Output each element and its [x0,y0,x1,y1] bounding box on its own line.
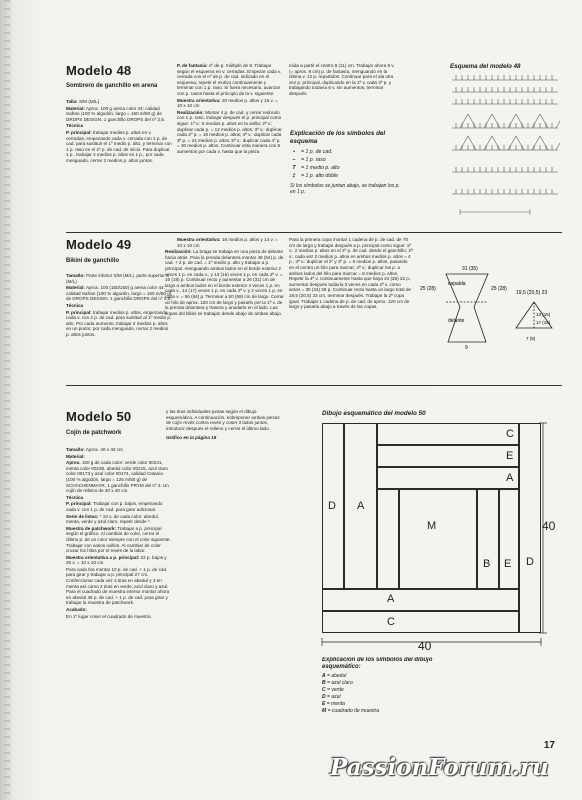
page-number: 17 [543,740,555,751]
m50-p8 [66,555,172,566]
model-50-col1 [66,447,172,729]
m50-h-aprox: Aprox. [66,460,81,466]
patch-label-a-top: A [506,472,514,484]
m49-bikini-schematic [418,262,560,354]
m50-h-tecnica: Técnica [66,494,84,500]
legend-row-cad [290,148,402,156]
m50-legend-title: Explicación de los símbolos del dibujo esquemático: [322,657,433,670]
m48-c2-p2 [177,98,283,109]
m50-t-muestra: 22 p. bajos y 25 v. = 10 x 10 cm. [66,554,167,566]
dim-cup-h: 19,5 (20,5) 23 [516,290,548,296]
patch-label-m: M [427,520,437,532]
m48-t-fantasia: nº de p. múltiplo de 8. Trabajar según el esquema en v. cerradas. Empezar cada v. cerrada con el nº de p. de cad. indicado en el esquema, repetir el motivo continuamente y terminar con 1 p. raso. Si fuera necesario, avanzar con p. rasos hasta el principio de la v. siguiente. [177,63,282,96]
divider-49-50 [66,385,562,386]
model-49-col1 [66,273,172,379]
m48-chart-title: Esquema del modelo 48 [450,63,521,70]
model-49-title: Modelo 49 [66,237,132,252]
label-delante: delante [448,318,465,324]
legend-row-medio [290,164,402,172]
m48-p1 [66,99,172,105]
m48-p2 [66,106,172,123]
m50-h-patchwork: Muestra de patchwork: [66,525,117,531]
m50-h-muestra: Muestra orientativa a p. principal: [66,554,140,560]
m48-t-realizacion: Montar 4 p. de cad. y cerrar redondo con 1 p. raso, trabajar después el p. principal como sigue: 1ª v.: 6 medios p. altos en la anilla; 2ª v.: duplicar cada p. = 12 medios p. altos; 3ª v.: duplicar cada 2º p. = 18 medios p. altos; 4ª v.: duplicar cada 3ª p. = 24 medios p. altos; 5ª v.: duplicar cada 4º p. = 30 medios p. altos. Continuar esta manera con 6 aumentos por cada v. hasta que la pieza [177,109,282,154]
m49-c2-p2 [165,249,284,316]
fan-motif [556,114,560,128]
dim-top-braga: 31 (35) [462,266,478,272]
m48-h-principal: P. principal: [66,129,92,135]
legend-row-doble [290,172,402,180]
m48-t-principal: trabajar medios p. altos en v. cerradas, empezando cada v. cerrada con 2 p. de cad. para sustituir el 1º medio p. alto, y terminar con 1 p. raso en el 2º p. de cad. de inicio. Para duplicar 1 p., trabajar 2 medios p. altos en 1 p., por cada menguado, cerrar 2 medios p. altos juntos. [66,129,172,163]
dim-left-h: 25 (28) [420,286,436,292]
m49-t-tamano: Parte inferior S/M (M/L), parte superior S (M/L) [66,273,170,284]
m50-dim-right: 40 [542,519,556,533]
patch-label-c-bottom: C [387,616,395,628]
m48-t-muestra: 20 medios p. altos y 15 v. = 10 x 10 cm [177,97,278,109]
model-48-title: Modelo 48 [66,63,132,78]
m50-legend [322,657,462,737]
model-50-subtitle: Cojín de patchwork [66,430,122,436]
m50-p2 [66,454,172,460]
m50-graph-note: Gráfico en la página 18 [166,435,217,441]
m50-dim-bottom: 40 [418,639,432,653]
m48-stitch-chart [450,72,560,220]
m50-t-patchwork: Trabajar a p. principal según el gráfico. Al cambiar de color, cerrar el último p. de un color siempre con el color siguiente. Trabajar con varios ovillos. Al cambiar de color cruzar los hilos por el revés de la labor. [66,525,171,554]
m50-h-tamano: Tamaño: [66,447,85,452]
m50-legend-c: C = verde [322,687,344,693]
model-48-subtitle: Sombrero de ganchillo en arena [66,83,158,89]
m50-legend-b: B = azul claro [322,680,353,686]
m50-t-tiras: Para cada tira montar 10 p. de cad. + 1 p. de cad. para girar y trabajar a p. principal 27 cm. Confeccionar cada vez 3 tiras en abedul y 3 en menta así como 2 tiras en verde, azul claro y azul. Para el cuadrado de muestra interior montar ahora en abedul 36 p. de cad. + 1 p. de cad. para girar y trabajar la muestra de patchwork. [66,566,170,606]
m48-p3 [66,123,172,129]
m48-t-talla: S/M (M/L) [78,99,100,104]
m48-h-material: Material: [66,105,85,111]
model-48-legend [290,130,402,230]
m50-p6 [66,514,172,525]
m50-p9 [66,567,172,606]
m49-h-muestra: Muestra orientativa: [177,237,221,242]
model-49-col2 [165,237,284,377]
half-double-symbol-icon: T [292,165,296,171]
legend-label-raso: = 1 p. raso [301,157,326,163]
m48-t-material: Aprox. 100 g arena color 44: calidad Safran (100 % algodón, largo = 160 m/50 g) de DROPS DESIGN. 1 ganchillo DROPS del nº 2,5. [66,105,166,122]
m48-t-col3: mida a partir el centro 9 (11) cm. Trabajar ahora 9 v. (= aprox. 8 cm) p. de fantasía, menguando en la última v. 12 p. repartidos. Continuar para el ala otra vez p. principal, duplicando en la 1ª v. cada 3ª p. y trabajando todavía 6 v. sin aumentos, terminar después. [289,63,395,96]
legend-row-raso [290,156,402,164]
m50-t-tamano: Aprox. 40 x 40 cm [85,447,123,452]
legend-label-cad: = 1 p. de cad. [301,149,333,155]
m50-p10 [66,607,172,613]
m49-h-tamano: Tamaño: [66,273,85,278]
m50-dimension-lines [315,420,565,660]
m49-p4 [66,310,172,338]
m49-p2 [66,285,172,302]
model-48-col3 [289,63,397,125]
m49-t-muestra: 18 medios p. altos y 14 v. = 10 x 10 cm [177,237,278,248]
divider-48-49 [66,232,562,233]
patch-label-d-right: D [526,556,534,568]
m48-legend-note: Si los símbolos se juntan abajo, se trabajan los p. en 1 p. [290,183,400,195]
m48-p4 [66,130,172,164]
m49-t-principal: trabajar medios p. altos, empezando cada v. con 2 p. de cad. para sustituir al 1º medio p. alto. Por cada aumento, trabajar 2 medios p. altos en un punto; por cada menguado, cerrar 2 medios p. altos juntos. [66,309,172,337]
model-50-col2 [166,409,284,469]
patch-label-a-bottom: A [387,593,395,605]
m49-h-tecnica: Técnica [66,302,84,308]
m49-t-realizacion: La braga se trabaja en una pieza de delante hacia atrás. Para la prenda delantera montar 48 (54) p. de cad. + 2 p. de cad. = 1º medio p. alto y trabajar a p. principal, menguando ambos lados en el borde exterior 2 veces 1 p. en cada v., y 13 (16) veces 1 p. en cada 2ª v. = 16 (18) p. Continuar recto y aumentar a 26 (31) cm de largo a ambos lados en el borde exterior 4 veces 1 p. en cada v., 14 (17) veces 1 p. en cada 2ª v. y 2 veces 1 p. en cada v. = 56 (64) p. Terminar a 50 (59) cm de largo. Cerrar un hilo de aprox. 120 cm de largo y pasarlo por la 1ª v. de la prenda delantera y trasera y anudarlo en el lado. Las copas del bikini se trabajan desde abajo de ambas abajo. [165,249,284,316]
dim-cup-b: 17 (19) [536,320,551,325]
patch-label-b-right: B [483,558,491,570]
m50-p7 [66,526,172,554]
chain-symbol-icon: • [293,149,295,155]
m49-h-material: Material: [66,285,85,291]
slip-stitch-symbol-icon: – [292,157,296,163]
patch-label-e-top: E [506,450,514,462]
m48-c2-p1 [177,63,283,97]
model-50-title: Modelo 50 [66,409,132,424]
model-49-col3 [289,237,413,377]
double-treble-symbol-icon: ‡ [292,173,296,179]
patch-label-e-right: E [504,558,512,570]
m49-t-col3: Para la primera copa montar 1 cadena de p. de cad. de 70 cm de largo y trabajar después a p. principal como sigue: 1ª v.: 2 medios p. altos en el 3º p. de cad. desde el ganchillo; 2ª v.: cada vez 2 medios p. altos en ambos medios p. altos = 4 p.; 3ª v.: duplicar el 2º y 3º p. = 6 medios p. altos, pasando en el centro un hilo para marcar; 4ª v.: duplicar los p. a ambos lados del hilo para marcar = 8 medios p. altos. Repetir la 4ª v. continuamente hasta que haya 24 (28) 32 p., aumentar después todavía 3 veces en cada 2ª v. como antes = 30 (34) 38 p. Continuar recto hasta un largo total de 19,5 (20,5) 23 cm, terminar después. Trabajar la 2ª copa igual. Trabajar 1 cadena de p. de cad. de aprox. 120 cm de largo y pasarla abajo a través de las copas. [289,237,413,310]
m50-t-acabado: En 1º lugar coser el cuadrado de muestra [66,613,151,619]
m50-h-material: Material: [66,453,85,459]
m49-t-material: Aprox. 100 (150/150) g arena color 44: calidad Safran (100 % algodón, largo = 160 m/50 g) de DROPS DESIGN. 1 ganchillo DROPS del nº 2,5. [66,285,172,302]
m50-legend-d: D = azul [322,694,341,700]
m48-legend-title: Explicación de los símbolos del esquema [290,130,386,145]
model-48-col1 [66,99,172,227]
m49-c2-p1 [165,237,284,248]
dim-bottom: 9 [465,345,468,351]
dim-cup-w: 7 (8) [526,336,536,341]
model-49-subtitle: Bikini de ganchillo [66,258,120,264]
m50-t-aprox: 150 g de cada color: verde color 00241, menta color 00238, abedul color 00215, azul claro color 00173 y azul color 00174, calidad Catania (100 % algodón, largo = 125 m/50 g) de SCHACHENMAYR, 1 ganchillo PRYM del nº 3. Un cojín de relleno de 40 x 40 cm. [66,460,169,494]
m50-t-col2: y las tiras individuales juntas según el dibujo esquemático. A continuación, sobreponer ambas piezas de cojín revés contra revés y coser 3 lados juntos, introducir después el relleno y cerrar el último lado. [166,409,280,431]
m50-diagram-title: Dibujo esquemático del modelo 50 [322,410,426,417]
m50-legend-m: M = cuadrado de muestra [322,708,380,714]
patch-label-a-left: A [357,500,365,512]
m49-h-realizacion: Realización: [165,249,192,255]
m48-h-muestra: Muestra orientativa: [177,97,221,103]
dim-right-h: 25 (28) [491,286,507,292]
m50-t-principal: Trabajar con p. bajos, empezando cada v. con 1 p. de cad. para girar adicional. [66,501,163,512]
m50-h-principal: P. principal: [66,501,92,507]
patch-label-c-top: C [506,428,514,440]
m49-h-principal: P. principal: [66,309,92,315]
m50-p3 [66,460,172,494]
m50-p11 [66,614,172,620]
m49-p1 [66,273,172,284]
m49-p3 [66,303,172,309]
m48-h-tecnica: Técnica [66,123,84,129]
page-binding-edge [4,0,10,800]
dim-cup-t: 13 (15) [536,312,551,317]
patch-label-d-left: D [328,500,336,512]
m50-h-acabado: Acabado: [66,607,87,613]
m48-h-realizacion: Realización: [177,109,204,115]
legend-label-doble: = 1 p. alto doble [301,173,339,179]
m50-legend-e: E = menta [322,701,345,707]
model-48-col2 [177,63,283,227]
m48-h-fantasia: P. de fantasía: [177,63,208,68]
m50-h-listas: Serie de listas: [66,513,99,519]
m50-p5 [66,501,172,512]
fan-motif [556,136,560,150]
legend-label-medio: = 1 medio p. alto [301,165,340,171]
m50-p4 [66,495,172,501]
watermark-text: PassionForum.ru [330,754,549,781]
m50-t-listas: * 10 v. de cada color: abedul, menta, verde y azul claro, repetir desde *. [66,513,159,525]
m48-h-talla: Talla: [66,99,78,104]
label-espalda: espalda [448,281,466,287]
m48-c2-p3 [177,110,283,155]
m50-p1 [66,447,172,453]
m50-legend-a: A = abedul [322,673,347,679]
